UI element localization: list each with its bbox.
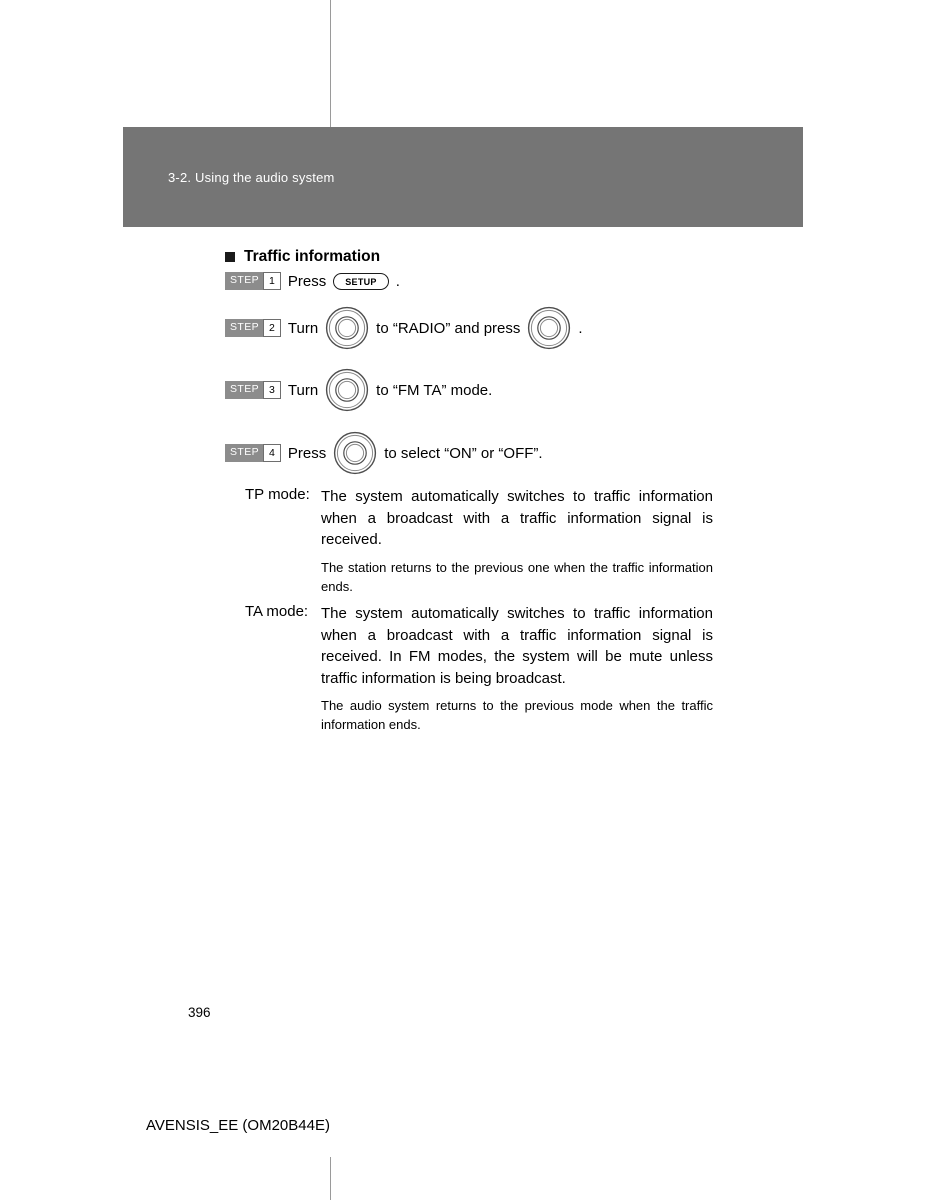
- ta-mode-note: The audio system returns to the previous mode when the traffic information ends.: [321, 698, 713, 732]
- step-3-text-pre: Turn: [287, 381, 319, 399]
- step-badge-label: STEP: [225, 319, 263, 337]
- section-title-label: Traffic information: [244, 248, 381, 265]
- tp-mode-label: TP mode:: [245, 486, 310, 503]
- step-3-badge: [225, 381, 281, 399]
- tp-mode-body: The system automatically switches to traffic information when a broadcast with a traffic information signal is received.: [321, 488, 713, 548]
- step-badge-number: 3: [263, 381, 281, 399]
- step-1-punct: .: [395, 272, 400, 290]
- step-2-punct: .: [578, 319, 583, 337]
- step-1-text: Press: [287, 272, 327, 290]
- chapter-header-text: 3-2. Using the audio system: [168, 169, 335, 185]
- step-badge-number: 4: [263, 444, 281, 462]
- setup-button-icon: SETUP: [333, 273, 389, 290]
- chapter-header-bar: [123, 127, 803, 227]
- step-badge-label: STEP: [225, 444, 263, 462]
- rotary-knob-icon: [527, 306, 571, 350]
- step-1-badge: [225, 272, 281, 290]
- manual-code-footer: AVENSIS_EE (OM20B44E): [146, 1117, 330, 1134]
- step-2-row: [225, 306, 583, 350]
- step-badge-label: STEP: [225, 381, 263, 399]
- step-2-text-mid: to “RADIO” and press: [376, 319, 521, 337]
- step-badge-label: STEP: [225, 272, 263, 290]
- step-3-row: [225, 368, 492, 412]
- rotary-knob-icon: [325, 306, 369, 350]
- step-3-text-mid: to “FM TA” mode.: [376, 381, 493, 399]
- step-4-text-pre: Press: [287, 444, 327, 462]
- step-4-row: [225, 431, 543, 475]
- step-badge-number: 1: [263, 272, 281, 290]
- ta-mode-body: The system automatically switches to traffic information when a broadcast with a traffic information signal is received. In FM modes, the system will be mute unless traffic information is being broadcast.: [321, 605, 713, 687]
- square-bullet-icon: [225, 252, 235, 262]
- step-4-text-mid: to select “ON” or “OFF”.: [384, 444, 543, 462]
- step-badge-number: 2: [263, 319, 281, 337]
- step-2-badge: [225, 319, 281, 337]
- ta-mode-label: TA mode:: [245, 603, 309, 620]
- binding-mark-bottom: [330, 1157, 331, 1200]
- section-title: [225, 248, 380, 266]
- rotary-knob-icon: [325, 368, 369, 412]
- page-number: 396: [188, 1005, 211, 1020]
- binding-mark-top: [330, 0, 331, 127]
- step-4-badge: [225, 444, 281, 462]
- rotary-knob-icon: [333, 431, 377, 475]
- step-2-text-pre: Turn: [287, 319, 319, 337]
- step-1-row: [225, 272, 400, 290]
- tp-mode-note: The station returns to the previous one when the traffic information ends.: [321, 560, 713, 594]
